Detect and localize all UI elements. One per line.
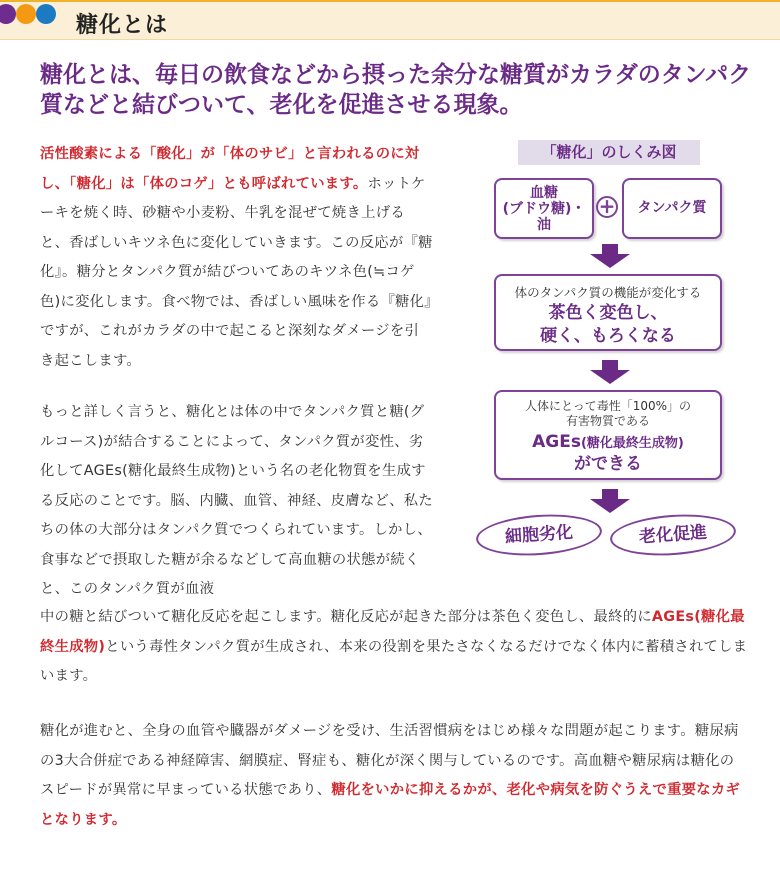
- paragraph-1: [40, 140, 433, 376]
- paragraph-2-left: もっと詳しく言うと、糖化とは体の中でタンパク質と糖(グルコース)が結合することによって、タンパク質が変性、劣化してAGEs(糖化最終生成物)という名の老化物質を生成する反応のことです。脳、内臓、血管、神経、皮膚など、私たちの体の大部分はタンパク質でつくられています。しかし、食事などで摂取した糖が余るなどして高血糖の状態が続くと、このタンパク質が血液: [40, 404, 433, 597]
- orange-dot-icon: [16, 4, 36, 24]
- paragraph-2-highlight: AGEs(糖化最終生成物): [40, 609, 745, 655]
- paragraph-2-text-b: という毒性タンパク質が生成され、本来の役割を果たさなくなるだけでなく体内に蓄積されてしまいます。: [40, 638, 748, 684]
- box1-line2: (ブドウ糖)・: [502, 201, 586, 217]
- glycation-diagram: [490, 140, 740, 560]
- diagram-title: 「糖化」のしくみ図: [518, 140, 700, 165]
- down-arrow-icon: [590, 244, 630, 268]
- paragraph-1-body: ホットケーキを焼く時、砂糖や小麦粉、牛乳を混ぜて焼き上げると、香ばしいキツネ色に変化していきます。この反応が『糖化』。糖分とタンパク質が結びついてあのキツネ色(≒コゲ色)に変化します。食べ物では、香ばしい風味を作る『糖化』ですが、これがカラダの中で起こると深刻なダメージを引き起こします。: [40, 175, 433, 369]
- section-title: 糖化とは: [76, 13, 169, 38]
- paragraph-3-body: 糖化が進むと、全身の血管や臓器がダメージを受け、生活習慣病をはじめ様々な問題が起こります。糖尿病の3大合併症である神経障害、網膜症、腎症も、糖化が深く関与しているのです。高血糖や糖尿病は糖化のスピードが異常に早まっている状態であり、: [40, 723, 739, 798]
- box4-ages-sub: (糖化最終生成物): [580, 436, 684, 451]
- box4-small2: 有害物質である: [565, 414, 650, 428]
- section-header: [0, 0, 780, 40]
- box-protein-change: [494, 274, 722, 351]
- plus-icon: +: [596, 196, 618, 218]
- box-ages: [494, 390, 722, 480]
- box-protein: タンパク質: [622, 178, 722, 239]
- box3-big2: 硬く、もろくなる: [540, 326, 676, 346]
- box4-ages-label: AGEs: [532, 432, 581, 452]
- box4-big2: ができる: [574, 454, 642, 474]
- lead-text: 糖化とは、毎日の飲食などから摂った余分な糖質がカラダのタンパク質などと結びついて、老化を促進させる現象。: [40, 62, 752, 118]
- box3-small: 体のタンパク質の機能が変化する: [514, 285, 702, 300]
- purple-dot-icon: [0, 4, 16, 24]
- paragraph-3: [40, 717, 748, 835]
- box3-big1: 茶色く変色し、: [548, 303, 668, 323]
- down-arrow-icon: [590, 489, 630, 513]
- paragraph-2-full: [40, 603, 748, 692]
- paragraph-3-highlight: 糖化をいかに抑えるかが、老化や病気を防ぐうえで重要なカギとなります。: [40, 782, 741, 828]
- blue-dot-icon: [36, 4, 56, 24]
- box1-line1: 血糖: [530, 185, 558, 201]
- box4-big1: [496, 432, 720, 454]
- paragraph-2-text-a: 中の糖と結びついて糖化反応を起こします。糖化反応が起きた部分は茶色く変色し、最終的に: [40, 609, 652, 625]
- paragraph-1-highlight: 活性酸素による「酸化」が「体のサビ」と言われるのに対し、「糖化」は「体のコゲ」とも呼ばれています。: [40, 146, 420, 192]
- box1-line3: 油: [537, 217, 551, 233]
- box4-small1: 人体にとって毒性「100%」の: [524, 399, 692, 413]
- result-cell-degradation: 細胞劣化: [475, 511, 603, 560]
- down-arrow-icon: [590, 360, 630, 384]
- result-aging-promotion: 老化促進: [609, 511, 737, 560]
- box-blood-sugar: [494, 178, 594, 239]
